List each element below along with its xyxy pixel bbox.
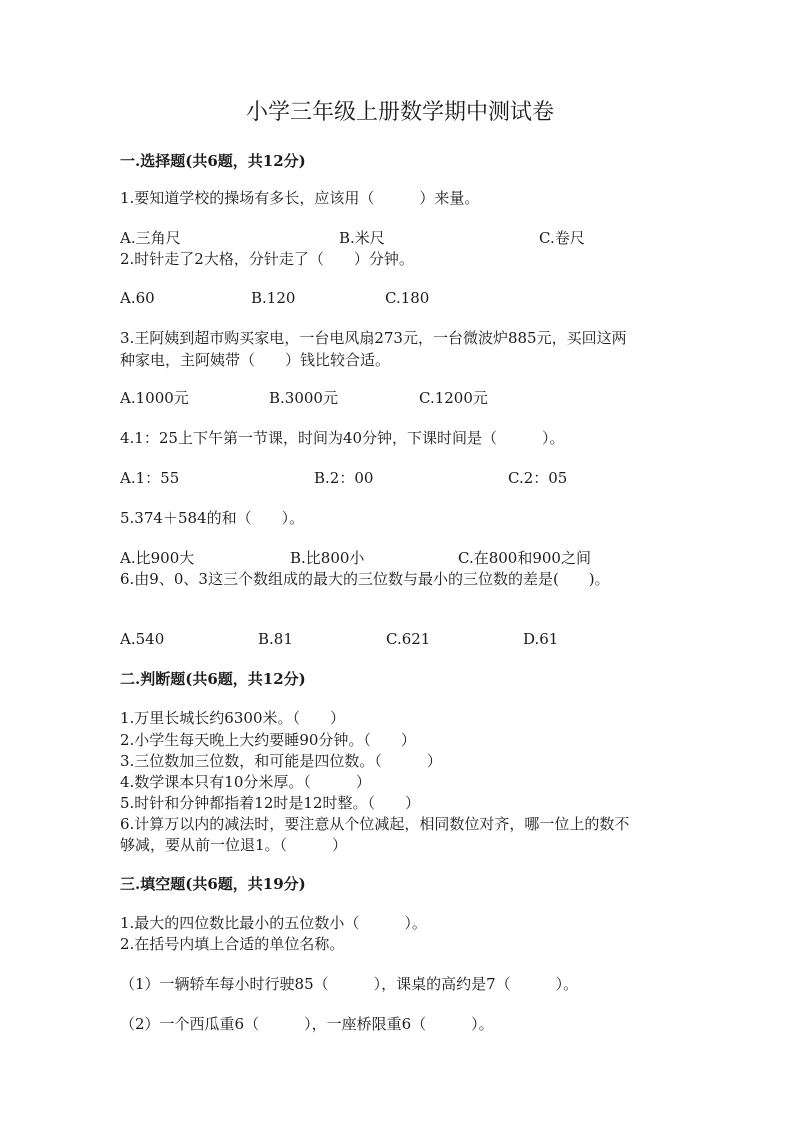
- option-a: A.1000元: [120, 389, 189, 407]
- list-item: 5.时针和分钟都指着12时是12时整。（ ）: [120, 794, 420, 812]
- option-c: C.180: [385, 289, 430, 307]
- question-stem: 3.王阿姨到超市购买家电，一台电风扇273元，一台微波炉885元，买回这两: [120, 329, 627, 347]
- option-a: A.比900大: [120, 549, 195, 567]
- option-c: C.2：05: [508, 469, 568, 487]
- list-item-continued: 够减，要从前一位退1。（ ）: [120, 836, 348, 854]
- question-stem: 4.1：25上下午第一节课，时间为40分钟，下课时间是（ ）。: [120, 429, 565, 447]
- question-stem-continued: 种家电，主阿姨带（ ）钱比较合适。: [120, 351, 391, 369]
- list-item: 6.计算万以内的减法时，要注意从个位减起，相同数位对齐，哪一位上的数不: [120, 815, 630, 833]
- option-c: C.卷尺: [539, 229, 585, 247]
- option-b: B.米尺: [339, 229, 385, 247]
- sub-question: （1）一辆轿车每小时行驶85（ ），课桌的高约是7（ ）。: [120, 975, 579, 993]
- option-a: A.60: [120, 289, 155, 307]
- option-c: C.1200元: [419, 389, 488, 407]
- question-stem: 1.要知道学校的操场有多长，应该用（ ）来量。: [120, 189, 480, 207]
- question-stem: 1.最大的四位数比最小的五位数小（ ）。: [120, 914, 427, 932]
- page-title: 小学三年级上册数学期中测试卷: [245, 100, 554, 125]
- option-a: A.三角尺: [120, 229, 181, 247]
- option-c: C.621: [386, 630, 431, 648]
- option-a: A.1：55: [120, 469, 180, 487]
- option-b: B.2：00: [314, 469, 374, 487]
- option-b: B.120: [251, 289, 296, 307]
- option-b: B.81: [258, 630, 293, 648]
- question-stem: 6.由9、0、3这三个数组成的最大的三位数与最小的三位数的差是( )。: [120, 570, 610, 588]
- question-stem: 5.374＋584的和（ ）。: [120, 509, 305, 527]
- list-item: 2.小学生每天晚上大约要睡90分钟。（ ）: [120, 731, 416, 749]
- option-d: D.61: [523, 630, 559, 648]
- section-heading-fill-blank: 三.填空题(共6题，共19分): [120, 875, 306, 893]
- option-b: B.比800小: [290, 549, 365, 567]
- list-item: 4.数学课本只有10分米厚。（ ）: [120, 773, 371, 791]
- option-c: C.在800和900之间: [458, 549, 591, 567]
- question-stem: 2.时针走了2大格，分针走了（ ）分钟。: [120, 250, 414, 268]
- section-heading-choice: 一.选择题(共6题，共12分): [120, 152, 306, 170]
- sub-question: （2）一个西瓜重6（ ），一座桥限重6（ ）。: [120, 1015, 494, 1033]
- option-b: B.3000元: [269, 389, 338, 407]
- list-item: 1.万里长城长约6300米。（ ）: [120, 709, 345, 727]
- question-stem: 2.在括号内填上合适的单位名称。: [120, 935, 345, 953]
- option-a: A.540: [120, 630, 165, 648]
- section-heading-true-false: 二.判断题(共6题，共12分): [120, 670, 306, 688]
- list-item: 3.三位数加三位数，和可能是四位数。（ ）: [120, 752, 442, 770]
